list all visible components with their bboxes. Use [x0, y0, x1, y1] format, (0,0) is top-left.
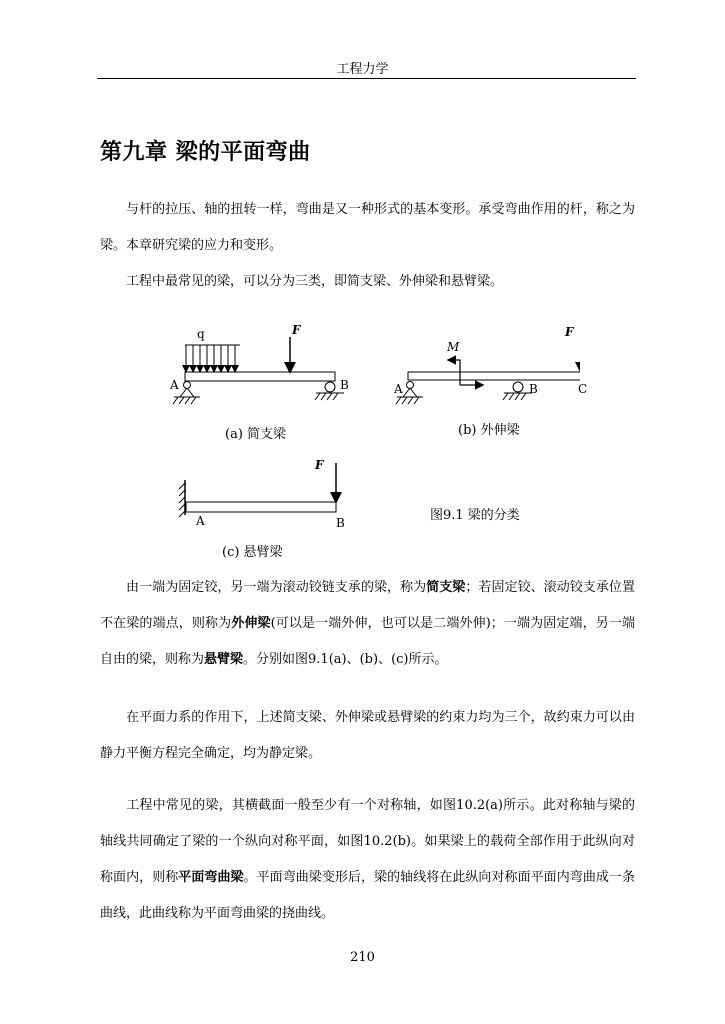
paragraph-intro: [100, 192, 635, 264]
chapter-title: 第九章 梁的平面弯曲: [100, 140, 311, 165]
p3-text-3: (可以是一端外伸，也可以是二端外伸)；一端为固定端，另一端自由的梁，则称为: [100, 616, 635, 667]
caption-a: (a) 简支梁: [225, 427, 287, 442]
beam-a: [173, 337, 344, 404]
paragraph-intro-text: 与杆的拉压、轴的扭转一样，弯曲是又一种形式的基本变形。承受弯曲作用的杆，称之为梁。本章研究梁的应力和变形。: [100, 202, 635, 253]
paragraph-types-text: 工程中最常见的梁，可以分为三类，即简支梁、外伸梁和悬臂梁。: [126, 274, 504, 289]
label-f-c: F: [315, 458, 324, 472]
paragraph-types: [100, 264, 635, 300]
roller-support-b-b: [503, 382, 532, 400]
running-header: 工程力学: [336, 62, 389, 77]
label-b-a: B: [340, 378, 349, 392]
p3-text-4: 。分别如图9.1(a)、(b)、(c)所示。: [243, 652, 448, 667]
caption-c: (c) 悬臂梁: [222, 545, 283, 560]
distributed-load-q: [185, 345, 240, 371]
label-b-b: B: [529, 382, 538, 396]
beam-b: [396, 337, 580, 404]
label-m: M: [447, 340, 460, 354]
p5-text-2: 。平面弯曲梁变形后，梁的轴线将在此纵向对称面平面内弯曲成一条曲线，此曲线称为平面弯曲梁的挠曲线。: [100, 870, 635, 921]
term-overhanging: 外伸梁: [231, 616, 271, 631]
term-cantilever: 悬臂梁: [204, 652, 244, 667]
label-a-b: A: [394, 382, 403, 396]
beam-c: [179, 463, 336, 517]
term-plane-bending: 平面弯曲梁: [178, 870, 244, 885]
beam-diagrams: [160, 315, 580, 565]
label-a-c: A: [196, 514, 205, 528]
label-a-a: A: [170, 378, 179, 392]
header-rule: [97, 78, 636, 79]
label-f-a: F: [292, 323, 301, 337]
p5-text-1: 工程中常见的梁，其横截面一般至少有一个对称轴，如图10.2(a)所示。此对称轴与梁的轴线共同确定了梁的一个纵向对称平面，如图10.2(b)。如果梁上的载荷全部作用于此纵向对称面内，则称: [100, 798, 635, 885]
term-simply-supported: 简支梁: [426, 580, 466, 595]
label-f-b: F: [565, 325, 574, 339]
page-number: 210: [350, 950, 375, 965]
figure-9-1: [160, 315, 588, 565]
paragraph-statics: [100, 700, 635, 772]
label-q: q: [197, 327, 205, 341]
paragraph-plane-bending: [100, 788, 635, 932]
caption-b: (b) 外伸梁: [458, 423, 520, 438]
label-c-b: C: [578, 382, 588, 396]
p3-text-1: 由一端为固定铰，另一端为滚动铰链支承的梁，称为: [126, 580, 427, 595]
paragraph-statics-text: 在平面力系的作用下，上述简支梁、外伸梁或悬臂梁的约束力均为三个，故约束力可以由静力平衡方程完全确定，均为静定梁。: [100, 710, 635, 761]
paragraph-definitions: [100, 570, 635, 678]
label-b-c: B: [336, 516, 345, 530]
figure-caption: 图9.1 梁的分类: [430, 508, 520, 523]
p3-text-2: ；若固定铰、滚动铰支承位置不在梁的端点，则称为: [100, 580, 635, 631]
